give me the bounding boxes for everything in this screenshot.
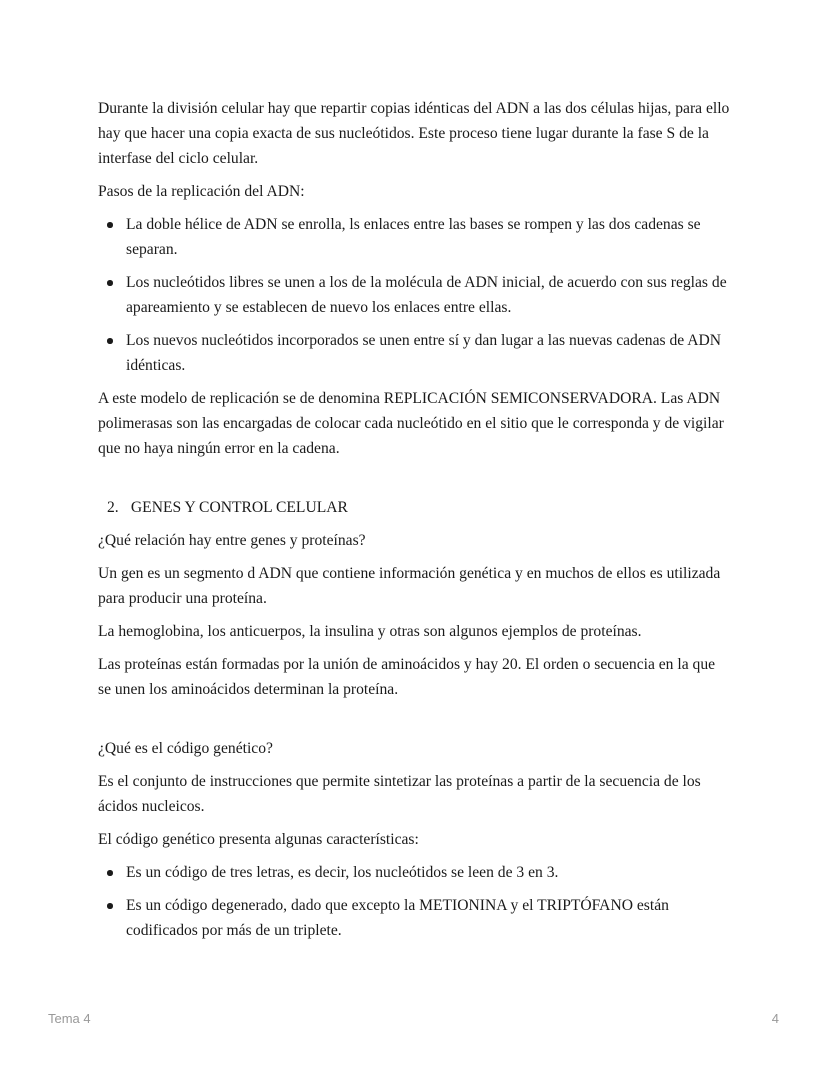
code-features-list: [98, 860, 730, 943]
footer-chapter: Tema 4: [48, 1011, 91, 1026]
document-page: [98, 96, 730, 951]
genetic-code-definition: Es el conjunto de instrucciones que permite sintetizar las proteínas a partir de la secuencia de los ácidos nucleicos.: [98, 773, 701, 815]
replication-steps-list: [98, 212, 730, 378]
list-item: La doble hélice de ADN se enrolla, ls enlaces entre las bases se rompen y las dos cadenas se separan.: [98, 212, 730, 262]
code-features-title: El código genético presenta algunas características:: [98, 831, 419, 848]
bullet-icon: [107, 903, 113, 909]
protein-examples: La hemoglobina, los anticuerpos, la insulina y otras son algunos ejemplos de proteínas.: [98, 623, 642, 640]
section-title: GENES Y CONTROL CELULAR: [130, 499, 348, 516]
list-item: Es un código degenerado, dado que excepto la METIONINA y el TRIPTÓFANO están codificados por más de un triplete.: [98, 893, 730, 943]
question-genetic-code: ¿Qué es el código genético?: [98, 740, 273, 757]
footer-page-number: 4: [771, 1011, 779, 1026]
list-item: Los nuevos nucleótidos incorporados se unen entre sí y dan lugar a las nuevas cadenas de ADN idénticas.: [98, 328, 730, 378]
question-genes-proteins: ¿Qué relación hay entre genes y proteínas?: [98, 532, 366, 549]
bullet-icon: [107, 338, 113, 344]
bullet-icon: [107, 280, 113, 286]
intro-paragraph: Durante la división celular hay que repartir copias idénticas del ADN a las dos células hijas, para ello hay que hacer una copia exacta de sus nucleótidos. Este proceso tiene lugar durante la fase S de la interfase del ciclo celular.: [98, 100, 730, 167]
list-item: Es un código de tres letras, es decir, los nucleótidos se leen de 3 en 3.: [98, 860, 730, 885]
list-item: Los nucleótidos libres se unen a los de la molécula de ADN inicial, de acuerdo con sus reglas de apareamiento y se establecen de nuevo los enlaces entre ellas.: [98, 270, 730, 320]
bullet-icon: [107, 870, 113, 876]
bullet-icon: [107, 222, 113, 228]
model-paragraph: A este modelo de replicación se de denomina REPLICACIÓN SEMICONSERVADORA. Las ADN polimerasas son las encargadas de colocar cada nucleótido en el sitio que le corresponda y de vigilar que no haya ningún error en la cadena.: [98, 390, 724, 457]
amino-acids-paragraph: Las proteínas están formadas por la unión de aminoácidos y hay 20. El orden o secuencia en la que se unen los aminoácidos determinan la proteína.: [98, 656, 716, 698]
section-heading: [98, 495, 730, 520]
section-number: 2.: [107, 499, 119, 516]
steps-title: Pasos de la replicación del ADN:: [98, 183, 305, 200]
gene-definition: Un gen es un segmento d ADN que contiene información genética y en muchos de ellos es utilizada para producir una proteína.: [98, 565, 721, 607]
